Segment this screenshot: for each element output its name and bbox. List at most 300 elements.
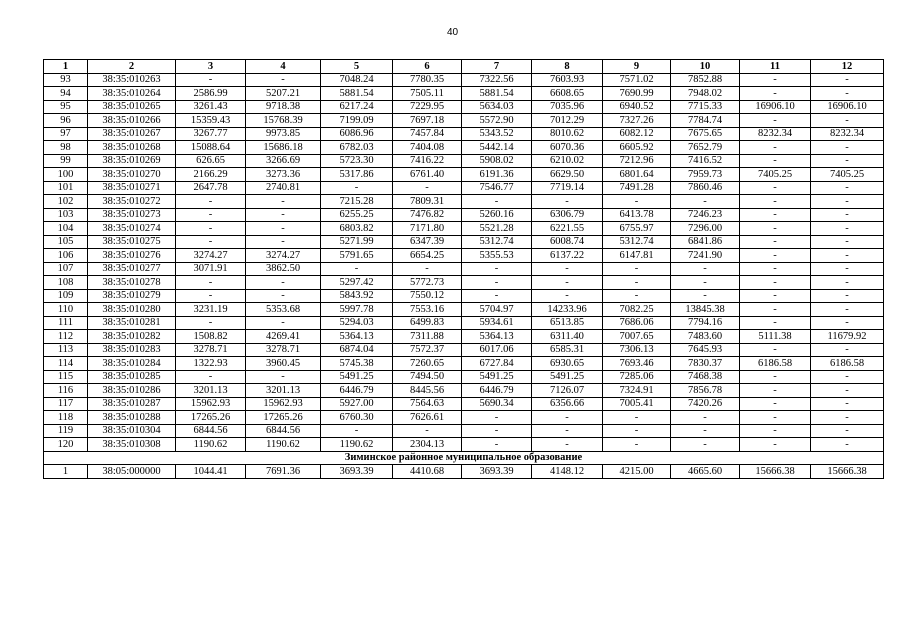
table-cell: 111: [44, 316, 88, 330]
column-header: 10: [671, 60, 740, 74]
table-cell: 3274.27: [176, 249, 246, 263]
table-cell: -: [740, 316, 811, 330]
table-cell: 7171.80: [393, 222, 462, 236]
table-cell: 626.65: [176, 154, 246, 168]
column-header: 1: [44, 60, 88, 74]
table-cell: 1508.82: [176, 330, 246, 344]
table-row: [44, 87, 884, 101]
table-cell: 6874.04: [321, 343, 393, 357]
table-cell: 38:05:000000: [88, 465, 176, 479]
table-cell: 6782.03: [321, 141, 393, 155]
table-cell: 38:35:010287: [88, 397, 176, 411]
table-cell: 6255.25: [321, 208, 393, 222]
table-row: [44, 195, 884, 209]
table-cell: -: [246, 195, 321, 209]
table-cell: 38:35:010271: [88, 181, 176, 195]
table-cell: 5791.65: [321, 249, 393, 263]
table-cell: 7285.06: [603, 370, 671, 384]
table-cell: 3278.71: [176, 343, 246, 357]
table-cell: 3201.13: [176, 384, 246, 398]
table-cell: -: [740, 181, 811, 195]
table-cell: 6311.40: [532, 330, 603, 344]
table-cell: -: [176, 73, 246, 87]
table-cell: -: [393, 181, 462, 195]
table-cell: -: [811, 235, 884, 249]
table-cell: 7007.65: [603, 330, 671, 344]
table-row: [44, 289, 884, 303]
table-cell: 38:35:010269: [88, 154, 176, 168]
table-cell: -: [393, 424, 462, 438]
table-row: [44, 249, 884, 263]
table-cell: 14233.96: [532, 303, 603, 317]
table-cell: 3261.43: [176, 100, 246, 114]
table-cell: -: [603, 262, 671, 276]
table-cell: 2740.81: [246, 181, 321, 195]
table-cell: 5521.28: [462, 222, 532, 236]
table-cell: 7784.74: [671, 114, 740, 128]
table-cell: -: [246, 235, 321, 249]
table-cell: 7416.22: [393, 154, 462, 168]
table-cell: 2304.13: [393, 438, 462, 452]
table-cell: 1: [44, 465, 88, 479]
table-cell: 4410.68: [393, 465, 462, 479]
table-cell: 7215.28: [321, 195, 393, 209]
table-cell: 97: [44, 127, 88, 141]
section-title: Зиминское районное муниципальное образование: [44, 451, 884, 465]
table-cell: 7693.46: [603, 357, 671, 371]
table-cell: 4665.60: [671, 465, 740, 479]
table-cell: -: [740, 222, 811, 236]
table-cell: -: [811, 222, 884, 236]
table-cell: -: [740, 397, 811, 411]
table-cell: 116: [44, 384, 88, 398]
table-cell: 5634.03: [462, 100, 532, 114]
table-cell: 7229.95: [393, 100, 462, 114]
table-row: [44, 222, 884, 236]
table-cell: -: [671, 195, 740, 209]
table-cell: 7491.28: [603, 181, 671, 195]
table-cell: -: [811, 384, 884, 398]
table-cell: 7327.26: [603, 114, 671, 128]
table-cell: -: [603, 195, 671, 209]
table-cell: 38:35:010284: [88, 357, 176, 371]
table-cell: 38:35:010283: [88, 343, 176, 357]
table-cell: 6499.83: [393, 316, 462, 330]
table-cell: -: [740, 195, 811, 209]
table-cell: -: [246, 370, 321, 384]
table-cell: -: [811, 181, 884, 195]
table-cell: 5442.14: [462, 141, 532, 155]
table-row: [44, 168, 884, 182]
table-cell: -: [603, 276, 671, 290]
table-cell: -: [532, 276, 603, 290]
table-cell: 108: [44, 276, 88, 290]
table-cell: 5312.74: [462, 235, 532, 249]
table-cell: 7404.08: [393, 141, 462, 155]
table-cell: 118: [44, 411, 88, 425]
table-cell: 3278.71: [246, 343, 321, 357]
table-cell: 94: [44, 87, 88, 101]
table-cell: -: [811, 303, 884, 317]
table-cell: -: [532, 262, 603, 276]
table-cell: -: [671, 424, 740, 438]
table-cell: 6930.65: [532, 357, 603, 371]
table-cell: 38:35:010267: [88, 127, 176, 141]
table-cell: 7571.02: [603, 73, 671, 87]
table-cell: 7246.23: [671, 208, 740, 222]
table-cell: 7416.52: [671, 154, 740, 168]
table-cell: -: [811, 438, 884, 452]
table-cell: -: [246, 208, 321, 222]
table-cell: 9718.38: [246, 100, 321, 114]
table-cell: 16906.10: [740, 100, 811, 114]
table-cell: 7691.36: [246, 465, 321, 479]
table-cell: -: [740, 154, 811, 168]
table-cell: -: [462, 195, 532, 209]
table-cell: 6760.30: [321, 411, 393, 425]
table-row: [44, 370, 884, 384]
table-cell: 9973.85: [246, 127, 321, 141]
table-cell: -: [176, 370, 246, 384]
table-row: [44, 384, 884, 398]
table-cell: 95: [44, 100, 88, 114]
table-cell: 38:35:010273: [88, 208, 176, 222]
page-number: 40: [446, 27, 459, 38]
table-cell: -: [246, 222, 321, 236]
table-cell: 38:35:010281: [88, 316, 176, 330]
table-cell: 38:35:010304: [88, 424, 176, 438]
table-cell: 5927.00: [321, 397, 393, 411]
table-cell: 7553.16: [393, 303, 462, 317]
table-cell: 7830.37: [671, 357, 740, 371]
table-row: [44, 154, 884, 168]
table-cell: 38:35:010275: [88, 235, 176, 249]
table-cell: 5491.25: [532, 370, 603, 384]
table-cell: 5491.25: [462, 370, 532, 384]
table-cell: 7082.25: [603, 303, 671, 317]
table-row: [44, 343, 884, 357]
table-cell: 7322.56: [462, 73, 532, 87]
table-cell: 107: [44, 262, 88, 276]
table-cell: -: [462, 289, 532, 303]
table-row: [44, 276, 884, 290]
table-cell: 7564.63: [393, 397, 462, 411]
table-row: [44, 73, 884, 87]
column-header: 7: [462, 60, 532, 74]
table-cell: 38:35:010282: [88, 330, 176, 344]
table-cell: 6017.06: [462, 343, 532, 357]
table-cell: -: [671, 438, 740, 452]
table-cell: 105: [44, 235, 88, 249]
table-cell: -: [671, 411, 740, 425]
table-cell: 38:35:010279: [88, 289, 176, 303]
table-cell: 7005.41: [603, 397, 671, 411]
table-cell: 7311.88: [393, 330, 462, 344]
table-cell: -: [603, 411, 671, 425]
table-cell: -: [176, 208, 246, 222]
table-cell: 114: [44, 357, 88, 371]
table-cell: 3231.19: [176, 303, 246, 317]
table-cell: 6801.64: [603, 168, 671, 182]
table-cell: 13845.38: [671, 303, 740, 317]
table-cell: 7626.61: [393, 411, 462, 425]
table-cell: -: [811, 343, 884, 357]
table-cell: 117: [44, 397, 88, 411]
table-cell: 5312.74: [603, 235, 671, 249]
table-cell: 5364.13: [321, 330, 393, 344]
table-cell: 38:35:010268: [88, 141, 176, 155]
table-row: [44, 411, 884, 425]
table-cell: 1322.93: [176, 357, 246, 371]
table-cell: 6654.25: [393, 249, 462, 263]
table-cell: 7546.77: [462, 181, 532, 195]
table-cell: 1190.62: [176, 438, 246, 452]
table-row: [44, 262, 884, 276]
table-cell: 7652.79: [671, 141, 740, 155]
table-row: [44, 235, 884, 249]
table-cell: -: [246, 316, 321, 330]
table-cell: 5353.68: [246, 303, 321, 317]
table-row: [44, 357, 884, 371]
table-cell: 7697.18: [393, 114, 462, 128]
table-cell: 38:35:010266: [88, 114, 176, 128]
table-cell: -: [811, 73, 884, 87]
table-cell: 6446.79: [321, 384, 393, 398]
table-cell: -: [321, 262, 393, 276]
table-cell: 7686.06: [603, 316, 671, 330]
table-cell: 7212.96: [603, 154, 671, 168]
table-cell: -: [462, 424, 532, 438]
table-cell: 38:35:010276: [88, 249, 176, 263]
table-cell: 38:35:010277: [88, 262, 176, 276]
table-cell: -: [740, 303, 811, 317]
table-cell: -: [811, 370, 884, 384]
table-cell: 7719.14: [532, 181, 603, 195]
table-cell: 6347.39: [393, 235, 462, 249]
table-cell: 6727.84: [462, 357, 532, 371]
table-cell: 113: [44, 343, 88, 357]
table-cell: 3862.50: [246, 262, 321, 276]
table-cell: 7675.65: [671, 127, 740, 141]
table-cell: 7405.25: [740, 168, 811, 182]
table-cell: -: [176, 289, 246, 303]
table-cell: -: [811, 276, 884, 290]
table-cell: -: [740, 438, 811, 452]
table-cell: -: [532, 195, 603, 209]
table-row: [44, 114, 884, 128]
table-cell: -: [462, 438, 532, 452]
table-cell: -: [176, 316, 246, 330]
table-cell: 15666.38: [740, 465, 811, 479]
table-cell: 98: [44, 141, 88, 155]
table-cell: -: [462, 262, 532, 276]
table-cell: 38:35:010285: [88, 370, 176, 384]
table-cell: 6940.52: [603, 100, 671, 114]
table-cell: 3266.69: [246, 154, 321, 168]
table-cell: 7012.29: [532, 114, 603, 128]
table-cell: -: [740, 141, 811, 155]
table-cell: 6082.12: [603, 127, 671, 141]
table-cell: 6306.79: [532, 208, 603, 222]
table-cell: 7035.96: [532, 100, 603, 114]
table-cell: -: [740, 114, 811, 128]
column-header: 6: [393, 60, 462, 74]
table-cell: 3273.36: [246, 168, 321, 182]
table-cell: 7241.90: [671, 249, 740, 263]
table-cell: -: [532, 424, 603, 438]
table-cell: 5260.16: [462, 208, 532, 222]
table-cell: -: [603, 289, 671, 303]
table-cell: 5772.73: [393, 276, 462, 290]
table-cell: 38:35:010288: [88, 411, 176, 425]
table-cell: -: [740, 343, 811, 357]
table-cell: 2166.29: [176, 168, 246, 182]
table-cell: 6137.22: [532, 249, 603, 263]
table-cell: 103: [44, 208, 88, 222]
table-cell: 38:35:010278: [88, 276, 176, 290]
table-cell: 5908.02: [462, 154, 532, 168]
table-cell: -: [671, 262, 740, 276]
table-cell: 15962.93: [246, 397, 321, 411]
table-cell: 102: [44, 195, 88, 209]
table-cell: 6086.96: [321, 127, 393, 141]
table-cell: -: [321, 424, 393, 438]
table-row: [44, 465, 884, 479]
table-cell: 15088.64: [176, 141, 246, 155]
table-cell: 1044.41: [176, 465, 246, 479]
table-row: [44, 424, 884, 438]
table-cell: 38:35:010264: [88, 87, 176, 101]
table-cell: 7948.02: [671, 87, 740, 101]
table-row: [44, 181, 884, 195]
table-cell: 5355.53: [462, 249, 532, 263]
table-cell: 6755.97: [603, 222, 671, 236]
table-cell: 104: [44, 222, 88, 236]
table-cell: -: [811, 154, 884, 168]
column-header: 12: [811, 60, 884, 74]
column-header: 4: [246, 60, 321, 74]
table-cell: -: [176, 235, 246, 249]
table-cell: -: [603, 424, 671, 438]
table-cell: -: [811, 87, 884, 101]
table-cell: -: [740, 73, 811, 87]
table-cell: 17265.26: [246, 411, 321, 425]
table-cell: 7324.91: [603, 384, 671, 398]
table-cell: -: [321, 181, 393, 195]
table-cell: -: [740, 424, 811, 438]
table-cell: 8010.62: [532, 127, 603, 141]
table-cell: 8445.56: [393, 384, 462, 398]
table-cell: -: [811, 141, 884, 155]
section-row: [44, 451, 884, 465]
table-cell: 7476.82: [393, 208, 462, 222]
table-row: [44, 316, 884, 330]
table-cell: -: [176, 195, 246, 209]
table-cell: 15359.43: [176, 114, 246, 128]
table-cell: -: [811, 397, 884, 411]
table-cell: 3201.13: [246, 384, 321, 398]
table-cell: 7780.35: [393, 73, 462, 87]
table-cell: 16906.10: [811, 100, 884, 114]
table-cell: 7048.24: [321, 73, 393, 87]
table-cell: 6841.86: [671, 235, 740, 249]
table-cell: 5317.86: [321, 168, 393, 182]
table-cell: 112: [44, 330, 88, 344]
table-cell: -: [811, 114, 884, 128]
table-cell: 6217.24: [321, 100, 393, 114]
table-cell: 96: [44, 114, 88, 128]
table-cell: 7457.84: [393, 127, 462, 141]
table-cell: 5745.38: [321, 357, 393, 371]
table-row: [44, 100, 884, 114]
table-cell: 5491.25: [321, 370, 393, 384]
table-cell: -: [811, 316, 884, 330]
table-row: [44, 438, 884, 452]
table-cell: 7126.07: [532, 384, 603, 398]
table-cell: 6608.65: [532, 87, 603, 101]
table-cell: 15666.38: [811, 465, 884, 479]
column-header: 8: [532, 60, 603, 74]
table-row: [44, 303, 884, 317]
table-cell: 4269.41: [246, 330, 321, 344]
table-cell: 6186.58: [740, 357, 811, 371]
table-cell: 1190.62: [246, 438, 321, 452]
table-cell: 7550.12: [393, 289, 462, 303]
table-cell: 38:35:010280: [88, 303, 176, 317]
table-cell: 7572.37: [393, 343, 462, 357]
table-cell: 7856.78: [671, 384, 740, 398]
table-cell: 7603.93: [532, 73, 603, 87]
table-cell: 7505.11: [393, 87, 462, 101]
table-cell: 5111.38: [740, 330, 811, 344]
table-cell: 99: [44, 154, 88, 168]
table-cell: 6446.79: [462, 384, 532, 398]
table-cell: 38:35:010308: [88, 438, 176, 452]
table-cell: -: [740, 384, 811, 398]
table-cell: 6221.55: [532, 222, 603, 236]
table-cell: 5271.99: [321, 235, 393, 249]
table-cell: 8232.34: [811, 127, 884, 141]
table-cell: -: [740, 276, 811, 290]
table-cell: 4215.00: [603, 465, 671, 479]
table-cell: 3267.77: [176, 127, 246, 141]
column-header: 11: [740, 60, 811, 74]
table-cell: 93: [44, 73, 88, 87]
column-header: 2: [88, 60, 176, 74]
table-row: [44, 330, 884, 344]
table-cell: -: [462, 276, 532, 290]
table-cell: 38:35:010274: [88, 222, 176, 236]
table-cell: 7306.13: [603, 343, 671, 357]
table-cell: 11679.92: [811, 330, 884, 344]
table-cell: 17265.26: [176, 411, 246, 425]
table-cell: 3693.39: [321, 465, 393, 479]
table-cell: 2586.99: [176, 87, 246, 101]
table-cell: 5364.13: [462, 330, 532, 344]
table-cell: 119: [44, 424, 88, 438]
table-cell: 115: [44, 370, 88, 384]
table-cell: 7405.25: [811, 168, 884, 182]
table-cell: 6605.92: [603, 141, 671, 155]
table-cell: 100: [44, 168, 88, 182]
table-cell: -: [532, 411, 603, 425]
table-cell: -: [246, 289, 321, 303]
table-cell: 6803.82: [321, 222, 393, 236]
table-cell: 7690.99: [603, 87, 671, 101]
table-cell: -: [811, 208, 884, 222]
table-cell: 38:35:010272: [88, 195, 176, 209]
table-cell: 5294.03: [321, 316, 393, 330]
